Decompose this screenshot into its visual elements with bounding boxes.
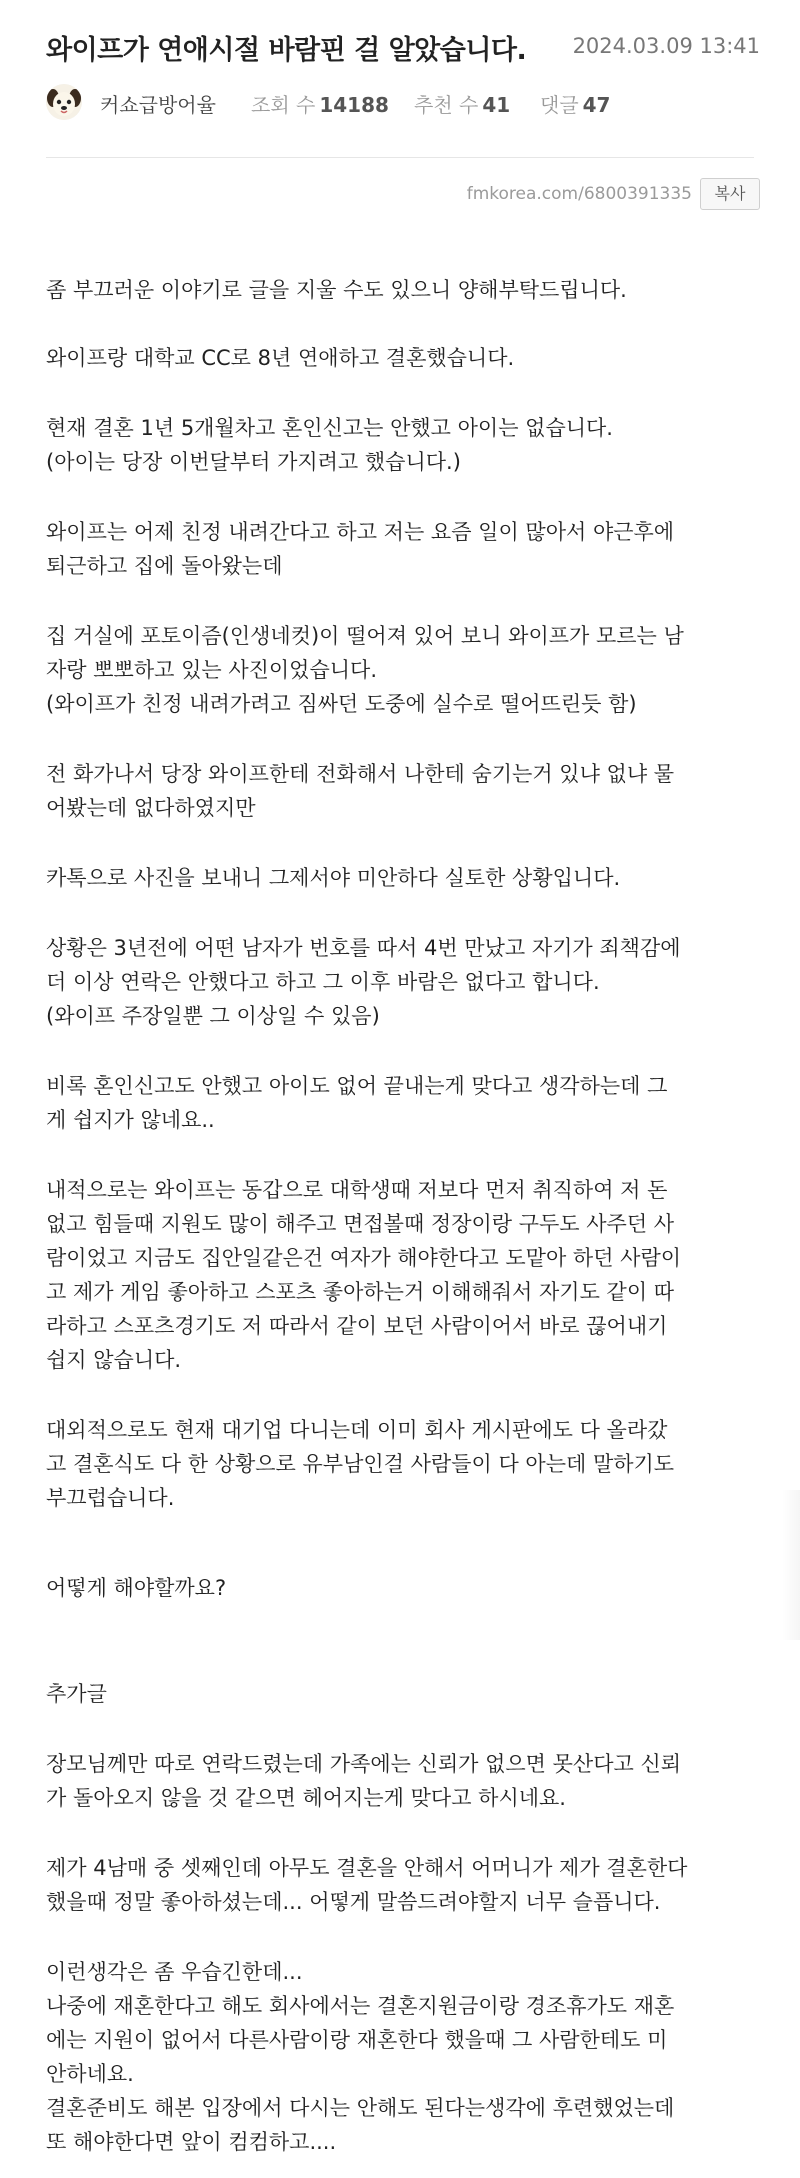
body-text-line: 집 거실에 포토이즘(인생네컷)이 떨어져 있어 보니 와이프가 모르는 남 (46, 624, 684, 648)
body-text-line: 현재 결혼 1년 5개월차고 혼인신고는 안했고 아이는 없습니다. (46, 416, 613, 440)
recommend-count (414, 89, 510, 118)
body-text-line: (아이는 당장 이번달부터 가지려고 했습니다.) (46, 450, 461, 474)
body-text-line: 카톡으로 사진을 보내니 그제서야 미안하다 실토한 상황입니다. (46, 866, 621, 890)
body-text-line: 퇴근하고 집에 돌아왔는데 (46, 554, 283, 578)
view-count (251, 89, 389, 118)
body-text-line: 어봤는데 없다하였지만 (46, 796, 256, 820)
recommend-count-label: 추천 수 (414, 93, 479, 117)
body-text-line: 결혼준비도 해본 입장에서 다시는 안해도 된다는생각에 후련했었는데 (46, 2096, 675, 2120)
body-text-line: 했을때 정말 좋아하셨는데... 어떻게 말씀드려야할지 너무 슬픕니다. (46, 1890, 661, 1914)
title-row (46, 28, 760, 68)
addendum-heading: 추가글 (46, 1682, 107, 1706)
view-count-value: 14188 (319, 93, 389, 117)
body-text-line: 자랑 뽀뽀하고 있는 사진이었습니다. (46, 658, 377, 682)
comment-count-value: 47 (582, 93, 611, 117)
body-text-line: 전 화가나서 당장 와이프한테 전화해서 나한테 숨기는거 있냐 없냐 물 (46, 762, 675, 786)
scroll-edge (782, 1490, 800, 1640)
body-text-line: 내적으로는 와이프는 동갑으로 대학생때 저보다 먼저 취직하여 저 돈 (46, 1178, 668, 1202)
body-text-line: 나중에 재혼한다고 해도 회사에서는 결혼지원금이랑 경조휴가도 재혼 (46, 1994, 675, 2018)
body-text-line: 라하고 스포츠경기도 저 따라서 같이 보던 사람이어서 바로 끊어내기 (46, 1314, 668, 1338)
body-text-line: (와이프가 친정 내려가려고 짐싸던 도중에 실수로 떨어뜨린듯 함) (46, 692, 637, 716)
body-text-line: 가 돌아오지 않을 것 같으면 헤어지는게 맞다고 하시네요. (46, 1786, 566, 1810)
body-text-line: 없고 힘들때 지원도 많이 해주고 면접볼때 정장이랑 구두도 사주던 사 (46, 1212, 675, 1236)
post-meta (46, 84, 746, 120)
body-text-line: 상황은 3년전에 어떤 남자가 번호를 따서 4번 만났고 자기가 죄책감에 (46, 936, 681, 960)
comment-count[interactable] (540, 89, 610, 118)
body-text-line: 부끄럽습니다. (46, 1486, 175, 1510)
body-text-line: 장모님께만 따로 연락드렸는데 가족에는 신뢰가 없으면 못산다고 신뢰 (46, 1752, 682, 1776)
post-datetime: 2024.03.09 13:41 (572, 34, 760, 58)
post-title: 와이프가 연애시절 바람핀 걸 알았습니다. (46, 35, 527, 66)
body-text-line: 이런생각은 좀 우습긴한데... (46, 1960, 303, 1984)
body-text-line: 쉽지 않습니다. (46, 1348, 182, 1372)
puppy-avatar-icon[interactable] (46, 84, 82, 120)
body-text-line: 게 쉽지가 않네요.. (46, 1108, 215, 1132)
body-text-line: 와이프는 어제 친정 내려간다고 하고 저는 요즘 일이 많아서 야근후에 (46, 520, 675, 544)
body-text-line: 에는 지원이 없어서 다른사람이랑 재혼한다 했을때 그 사람한테도 미 (46, 2028, 668, 2052)
comment-count-label: 댓글 (540, 93, 579, 117)
body-text-line: 비록 혼인신고도 안했고 아이도 없어 끝내는게 맞다고 생각하는데 그 (46, 1074, 668, 1098)
copy-url-button[interactable]: 복사 (700, 178, 760, 210)
body-text-line: 더 이상 연락은 안했다고 하고 그 이후 바람은 없다고 합니다. (46, 970, 600, 994)
view-count-label: 조회 수 (251, 93, 316, 117)
body-text-line: 대외적으로도 현재 대기업 다니는데 이미 회사 게시판에도 다 올라갔 (46, 1418, 668, 1442)
author-name[interactable]: 커쇼급방어율 (100, 93, 216, 117)
body-text-line: 고 결혼식도 다 한 상황으로 유부남인걸 사람들이 다 아는데 말하기도 (46, 1452, 675, 1476)
body-text-line: 어떻게 해야할까요? (46, 1576, 227, 1600)
body-text-line: 람이었고 지금도 집안일같은건 여자가 해야한다고 도맡아 하던 사람이 (46, 1246, 682, 1270)
post-url[interactable]: fmkorea.com/6800391335 (466, 184, 692, 204)
post-header (0, 0, 800, 160)
recommend-count-value: 41 (482, 93, 511, 117)
body-text-line: 또 해야한다면 앞이 컴컴하고.... (46, 2130, 337, 2154)
body-text-line: (와이프 주장일뿐 그 이상일 수 있음) (46, 1004, 380, 1028)
body-text-line: 고 제가 게임 좋아하고 스포츠 좋아하는거 이해해줘서 자기도 같이 따 (46, 1280, 675, 1304)
body-text-line: 안하네요. (46, 2062, 134, 2086)
body-text-line: 제가 4남매 중 셋째인데 아무도 결혼을 안해서 어머니가 제가 결혼한다 (46, 1856, 688, 1880)
body-text-line: 좀 부끄러운 이야기로 글을 지울 수도 있으니 양해부탁드립니다. (46, 278, 627, 302)
header-divider (46, 157, 754, 158)
body-text-line: 와이프랑 대학교 CC로 8년 연애하고 결혼했습니다. (46, 346, 515, 370)
